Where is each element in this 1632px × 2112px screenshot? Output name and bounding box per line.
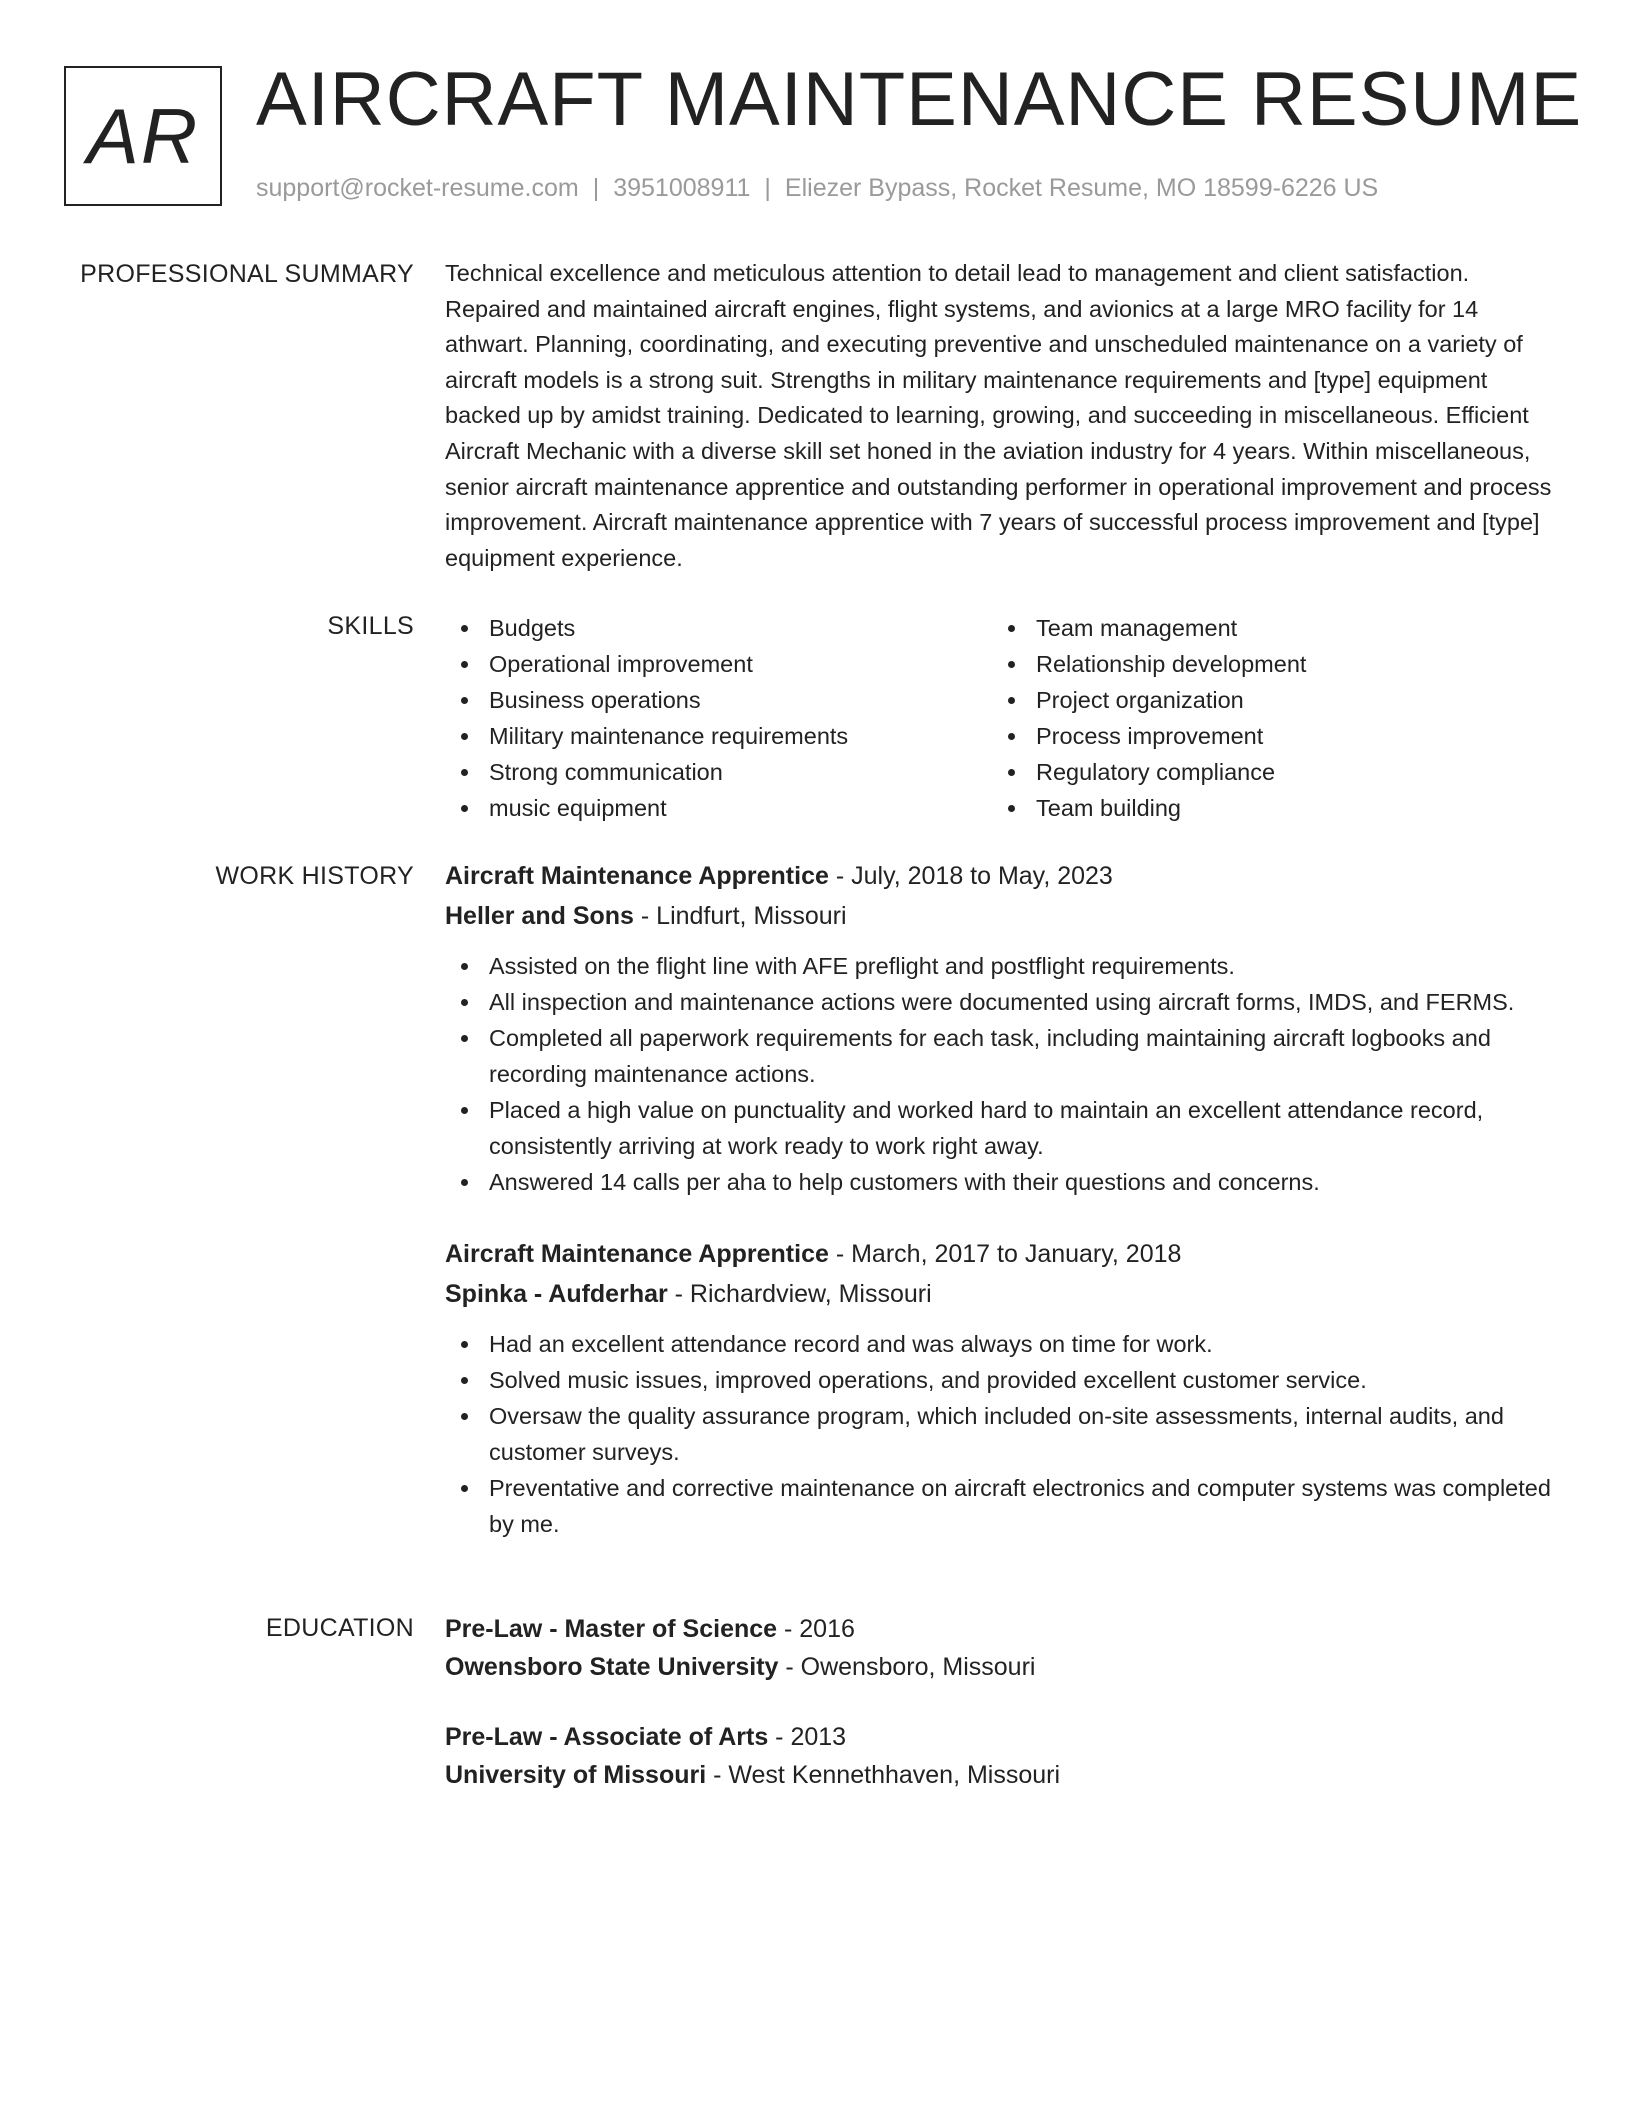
skill-item: Military maintenance requirements bbox=[445, 718, 992, 754]
education-entry bbox=[445, 1718, 1555, 1794]
edu-degree: Pre-Law - Associate of Arts bbox=[445, 1723, 769, 1751]
job-duty: Answered 14 calls per aha to help customers with their questions and concerns. bbox=[445, 1164, 1555, 1200]
skills-label: SKILLS bbox=[327, 612, 414, 640]
skill-item: Regulatory compliance bbox=[992, 754, 1539, 790]
skill-item: Team management bbox=[992, 610, 1539, 646]
job-location: - Lindfurt, Missouri bbox=[633, 902, 847, 930]
job-company: Heller and Sons bbox=[445, 902, 634, 930]
job-duty: All inspection and maintenance actions were documented using aircraft forms, IMDS, and FERMS. bbox=[445, 984, 1555, 1020]
skill-item: Process improvement bbox=[992, 718, 1539, 754]
job-duty: Placed a high value on punctuality and worked hard to maintain an excellent attendance record, consistently arriving at work ready to work right away. bbox=[445, 1092, 1555, 1164]
edu-year: - 2016 bbox=[777, 1615, 855, 1643]
job-title-line bbox=[445, 856, 1555, 896]
job-duty: Solved music issues, improved operations, and provided excellent customer service. bbox=[445, 1362, 1555, 1398]
summary-body bbox=[445, 256, 1555, 576]
job-title: Aircraft Maintenance Apprentice bbox=[445, 862, 829, 890]
edu-school-line bbox=[445, 1756, 1555, 1794]
work-history-label: WORK HISTORY bbox=[215, 862, 414, 890]
contact-phone: 3951008911 bbox=[613, 174, 751, 202]
summary-label: PROFESSIONAL SUMMARY bbox=[80, 260, 414, 288]
job-location: - Richardview, Missouri bbox=[667, 1280, 932, 1308]
education-body bbox=[445, 1610, 1555, 1794]
job-company-line bbox=[445, 896, 1555, 936]
summary-text: Technical excellence and meticulous attention to detail lead to management and client satisfaction. Repaired and maintained aircraft engines, flight systems, and avionics at a large MRO facility for 14 athwart. Planning, coordinating, and executing preventive and unscheduled maintenance on a variety of aircraft models is a strong suit. Strengths in military maintenance requirements and [type] equipment backed up by amidst training. Dedicated to learning, growing, and succeeding in miscellaneous. Efficient Aircraft Mechanic with a diverse skill set honed in the aviation industry for 4 years. Within miscellaneous, senior aircraft maintenance apprentice and outstanding performer in operational improvement and process improvement. Aircraft maintenance apprentice with 7 years of successful process improvement and [type] equipment experience. bbox=[445, 260, 1552, 571]
job-duties-list bbox=[445, 1326, 1555, 1542]
skill-item: Operational improvement bbox=[445, 646, 992, 682]
job-title-line bbox=[445, 1234, 1555, 1274]
job-duties-list bbox=[445, 948, 1555, 1200]
education-label: EDUCATION bbox=[265, 1614, 414, 1642]
skills-list-left bbox=[445, 610, 992, 826]
job-duty: Assisted on the flight line with AFE preflight and postflight requirements. bbox=[445, 948, 1555, 984]
monogram-box bbox=[64, 66, 222, 206]
job-duty: Had an excellent attendance record and was always on time for work. bbox=[445, 1326, 1555, 1362]
skill-item: music equipment bbox=[445, 790, 992, 826]
edu-location: - West Kennethhaven, Missouri bbox=[706, 1761, 1061, 1789]
job-company-line bbox=[445, 1274, 1555, 1314]
job-dates: - July, 2018 to May, 2023 bbox=[828, 862, 1113, 890]
resume-title: AIRCRAFT MAINTENANCE RESUME bbox=[256, 57, 1583, 142]
edu-degree-line bbox=[445, 1718, 1555, 1756]
contact-separator: | bbox=[592, 174, 600, 202]
skill-item: Relationship development bbox=[992, 646, 1539, 682]
job-entry bbox=[445, 856, 1555, 1200]
job-duty: Completed all paperwork requirements for each task, including maintaining aircraft logbooks and recording maintenance actions. bbox=[445, 1020, 1555, 1092]
job-dates: - March, 2017 to January, 2018 bbox=[828, 1240, 1182, 1268]
contact-address: Eliezer Bypass, Rocket Resume, MO 18599-6226 US bbox=[784, 174, 1379, 202]
monogram-initials: AR bbox=[86, 91, 200, 180]
skill-item: Project organization bbox=[992, 682, 1539, 718]
skill-item: Business operations bbox=[445, 682, 992, 718]
contact-separator: | bbox=[764, 174, 771, 202]
contact-line bbox=[256, 174, 1378, 203]
skills-body bbox=[445, 610, 1555, 826]
job-duty: Preventative and corrective maintenance on aircraft electronics and computer systems was completed by me. bbox=[445, 1470, 1555, 1542]
job-title: Aircraft Maintenance Apprentice bbox=[445, 1240, 829, 1268]
education-entry bbox=[445, 1610, 1555, 1686]
skills-list-right bbox=[992, 610, 1539, 826]
skill-item: Strong communication bbox=[445, 754, 992, 790]
edu-location: - Owensboro, Missouri bbox=[778, 1653, 1036, 1681]
job-duty: Oversaw the quality assurance program, which included on-site assessments, internal audits, and customer surveys. bbox=[445, 1398, 1555, 1470]
contact-email: support@rocket-resume.com bbox=[256, 174, 579, 202]
edu-year: - 2013 bbox=[768, 1723, 847, 1751]
job-company: Spinka - Aufderhar bbox=[445, 1280, 668, 1308]
edu-school: University of Missouri bbox=[445, 1761, 707, 1789]
skill-item: Budgets bbox=[445, 610, 992, 646]
edu-school: Owensboro State University bbox=[445, 1653, 779, 1681]
skill-item: Team building bbox=[992, 790, 1539, 826]
job-entry bbox=[445, 1234, 1555, 1542]
edu-degree-line bbox=[445, 1610, 1555, 1648]
edu-degree: Pre-Law - Master of Science bbox=[445, 1615, 778, 1643]
work-history-body bbox=[445, 856, 1555, 1542]
edu-school-line bbox=[445, 1648, 1555, 1686]
